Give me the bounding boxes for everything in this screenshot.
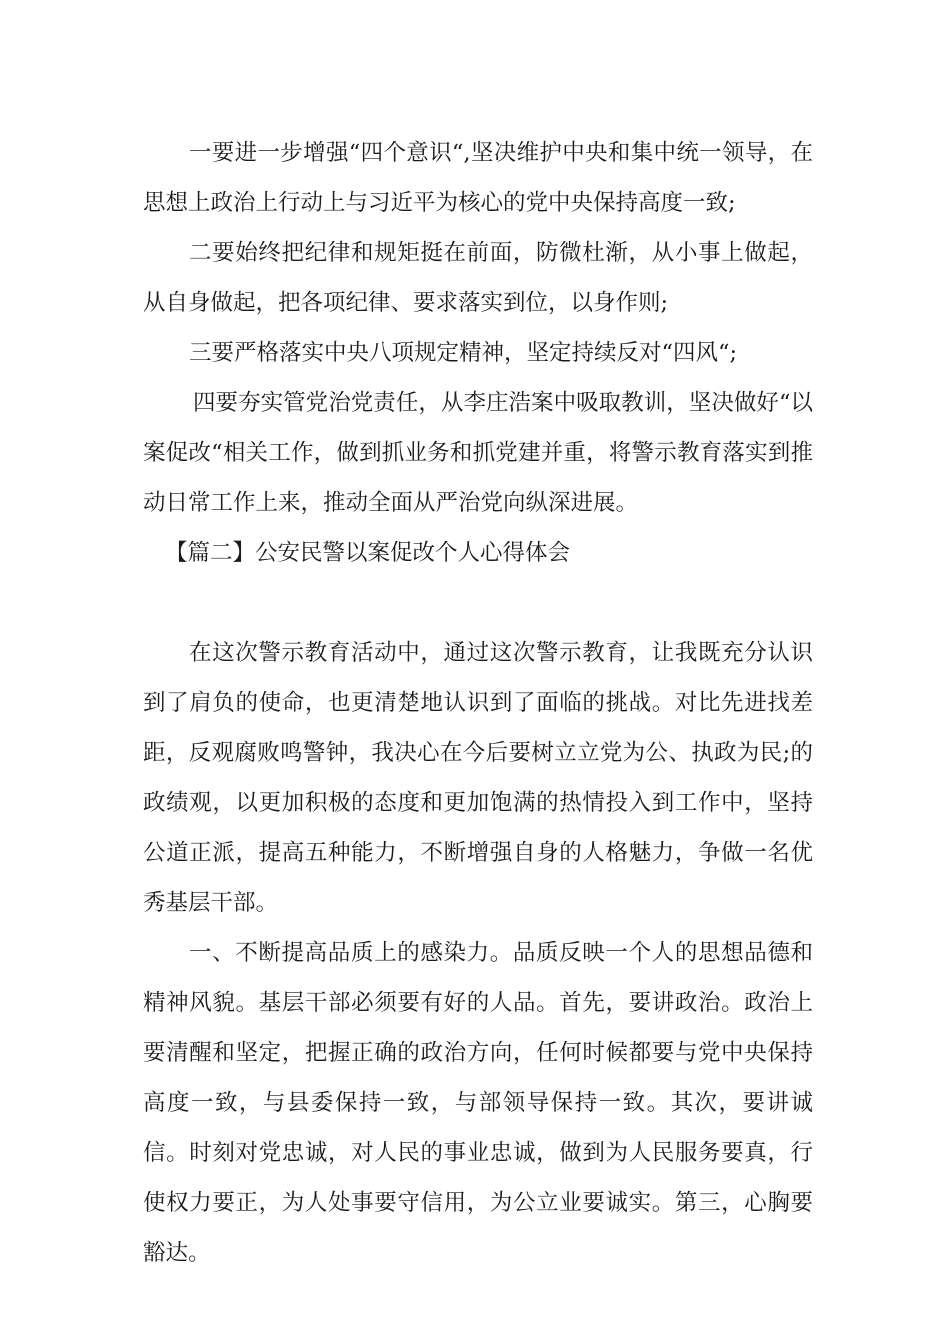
paragraph-1: 一要进一步增强“四个意识“,坚决维护中央和集中统一领导，在思想上政治上行动上与习近平为核心的党中央保持高度一致;: [143, 140, 813, 216]
paragraph-5: 在这次警示教育活动中，通过这次警示教育，让我既充分认识到了肩负的使命，也更清楚地认识到了面临的挑战。对比先进找差距，反观腐败鸣警钟，我决心在今后要树立立党为公、执政为民;的政绩观，以更加积极的态度和更加饱满的热情投入到工作中，坚持公道正派，提高五种能力，不断增强自身的人格魅力，争做一名优秀基层干部。: [143, 640, 813, 916]
document-body: [143, 128, 813, 1278]
paragraph-3: 三要严格落实中央八项规定精神，坚定持续反对“四风“;: [189, 340, 738, 366]
blank-line: [143, 578, 813, 628]
section-heading: 【篇二】公安民警以案促改个人心得体会: [165, 540, 571, 566]
paragraph-2: 二要始终把纪律和规矩挺在前面，防微杜渐，从小事上做起，从自身做起，把各项纪律、要求落实到位，以身作则;: [143, 240, 813, 316]
paragraph-6: 一、不断提高品质上的感染力。品质反映一个人的思想品德和精神风貌。基层干部必须要有好的人品。首先，要讲政治。政治上要清醒和坚定，把握正确的政治方向，任何时候都要与党中央保持高度一致，与县委保持一致，与部领导保持一致。其次，要讲诚信。时刻对党忠诚，对人民的事业忠诚，做到为人民服务要真，行使权力要正，为人处事要守信用，为公立业要诚实。第三，心胸要豁达。: [143, 940, 813, 1266]
paragraph-4: 四要夯实管党治党责任，从李庄浩案中吸取教训，坚决做好“以案促改“相关工作，做到抓业务和抓党建并重，将警示教育落实到推动日常工作上来，推动全面从严治党向纵深进展。: [143, 390, 813, 516]
